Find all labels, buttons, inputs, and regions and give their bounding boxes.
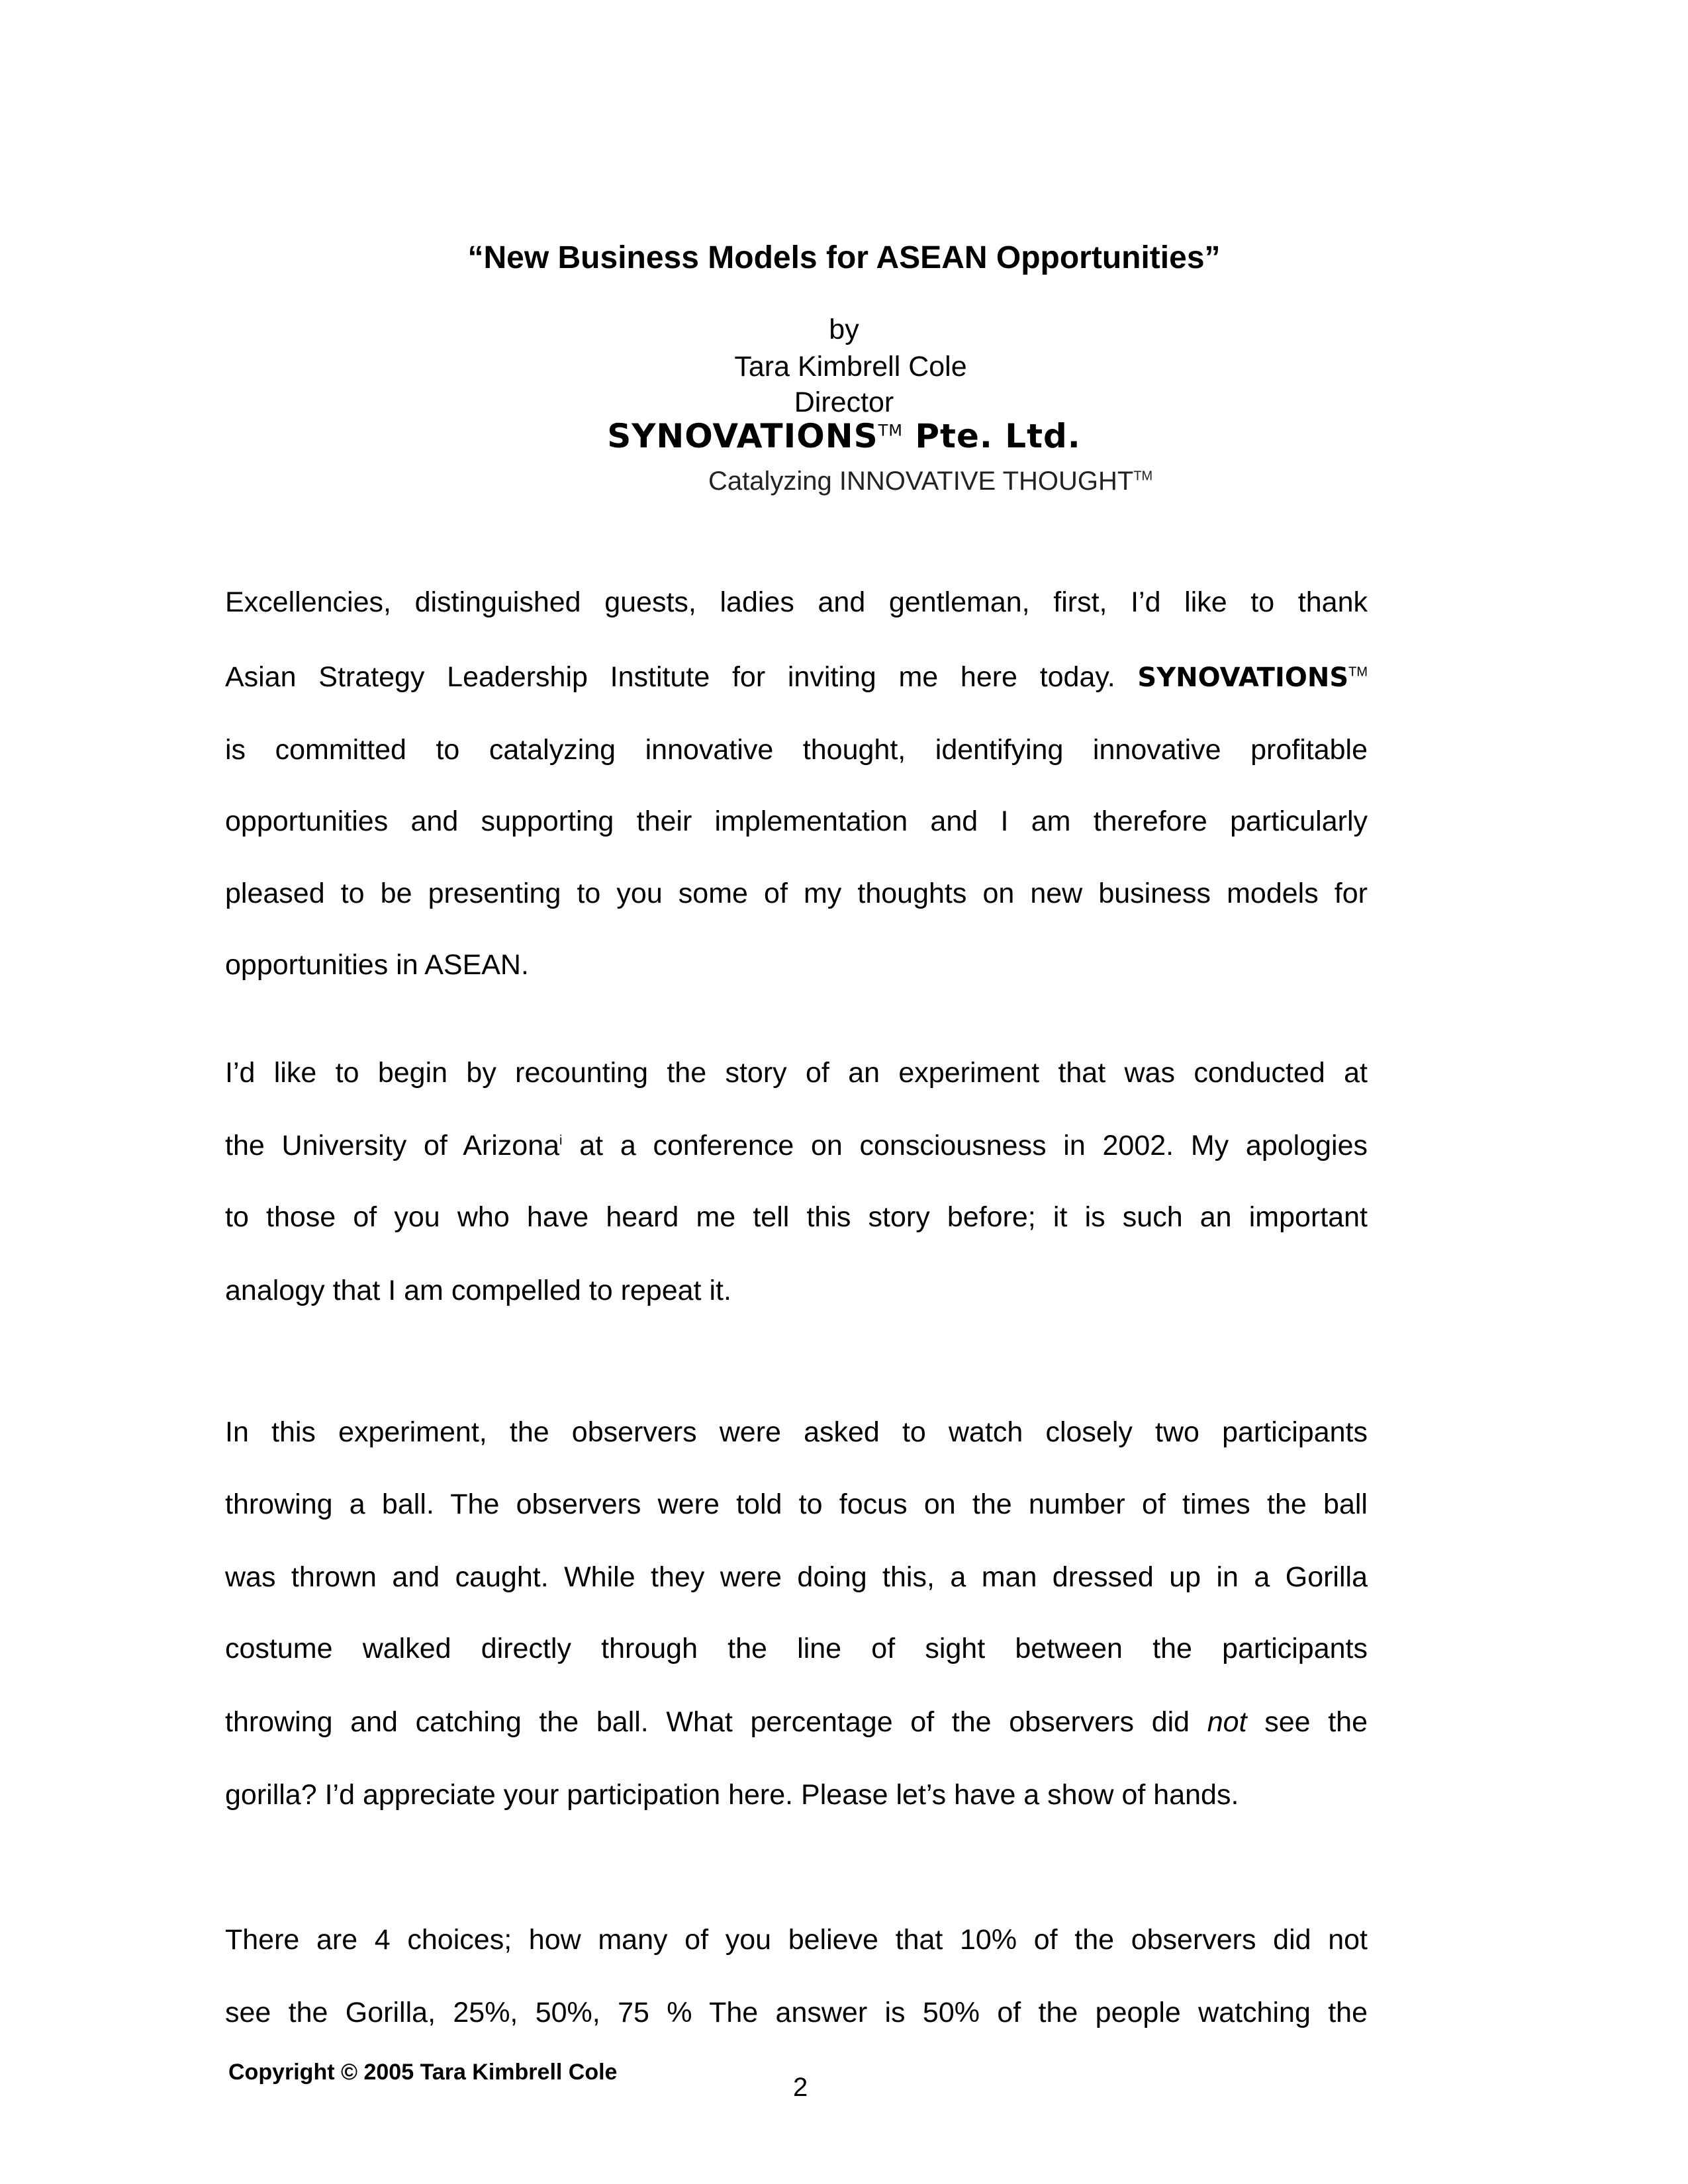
document-title: “New Business Models for ASEAN Opportunities”: [467, 240, 1221, 275]
line-text: the University of Arizona: [225, 1130, 560, 1161]
paragraph-line: opportunities in ASEAN.: [225, 949, 529, 981]
paragraph-line: gorilla? I’d appreciate your participation here. Please let’s have a show of hands.: [225, 1779, 1239, 1811]
company-suffix: Pte. Ltd.: [902, 417, 1081, 455]
copyright-notice: Copyright © 2005 Tara Kimbrell Cole: [228, 2060, 618, 2085]
page-number: 2: [793, 2073, 808, 2102]
line-text: Asian Strategy Leadership Institute for inviting me here today.: [225, 661, 1115, 693]
company-tagline: [708, 467, 1152, 496]
byline: by: [829, 314, 859, 345]
paragraph-line: throwing a ball. The observers were told to focus on the number of times the ball: [225, 1488, 1368, 1520]
company-brand: SYNOVATIONS: [1137, 662, 1349, 693]
author-name: Tara Kimbrell Cole: [734, 351, 967, 383]
paragraph-line: There are 4 choices; how many of you believe that 10% of the observers did not: [225, 1924, 1368, 1956]
author-role: Director: [794, 387, 894, 418]
company-brand: SYNOVATIONS: [607, 417, 878, 455]
emphasis: not: [1207, 1706, 1247, 1738]
paragraph-line: to those of you who have heard me tell this story before; it is such an important: [225, 1201, 1368, 1233]
line-text: throwing and catching the ball. What percentage of the observers did: [225, 1706, 1190, 1738]
paragraph-line: [225, 1705, 1368, 1739]
line-text: at a conference on consciousness in 2002. My apologies: [579, 1130, 1368, 1161]
trademark: TM: [1133, 469, 1153, 484]
paragraph-line: Excellencies, distinguished guests, ladies and gentleman, first, I’d like to thank: [225, 586, 1368, 618]
paragraph-line: is committed to catalyzing innovative thought, identifying innovative profitable: [225, 734, 1368, 766]
company-name: [0, 417, 1688, 455]
trademark: TM: [1348, 664, 1368, 680]
tagline-text: Catalyzing INNOVATIVE THOUGHT: [708, 467, 1134, 496]
paragraph-line: was thrown and caught. While they were doing this, a man dressed up in a Gorilla: [225, 1561, 1368, 1593]
trademark: TM: [878, 421, 903, 440]
paragraph-line: [225, 1128, 1368, 1163]
paragraph-line: see the Gorilla, 25%, 50%, 75 % The answer is 50% of the people watching the: [225, 1997, 1368, 2028]
paragraph-line: costume walked directly through the line of sight between the participants: [225, 1633, 1368, 1664]
footnote-ref[interactable]: i: [559, 1133, 563, 1148]
paragraph-line: [225, 660, 1368, 695]
paragraph-line: analogy that I am compelled to repeat it.: [225, 1275, 731, 1306]
line-text: see the: [1264, 1706, 1368, 1738]
paragraph-line: opportunities and supporting their implementation and I am therefore particularly: [225, 805, 1368, 837]
paragraph-line: In this experiment, the observers were asked to watch closely two participants: [225, 1416, 1368, 1448]
paragraph-line: pleased to be presenting to you some of my thoughts on new business models for: [225, 878, 1368, 909]
paragraph-line: I’d like to begin by recounting the story of an experiment that was conducted at: [225, 1057, 1368, 1089]
